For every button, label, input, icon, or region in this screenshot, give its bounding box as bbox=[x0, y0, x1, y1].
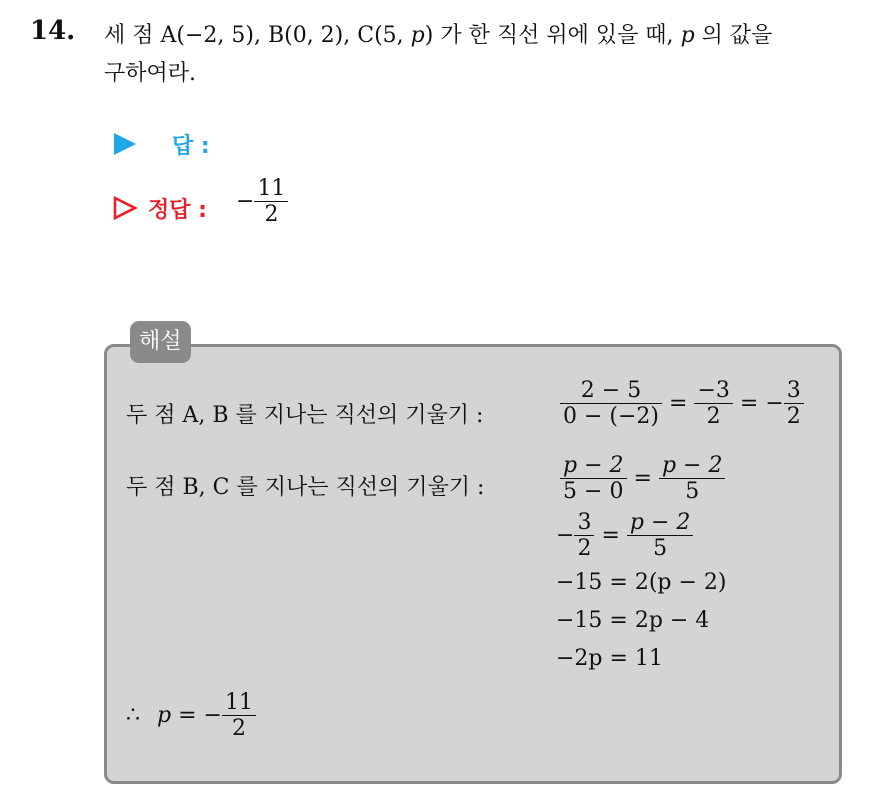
explanation-line3-math bbox=[556, 510, 693, 562]
numerator: p − 2 bbox=[627, 510, 694, 536]
explanation-line4: −15 = 2(p − 2) bbox=[556, 570, 727, 595]
correct-answer-label: 정답 : bbox=[148, 198, 207, 223]
minus-sign: − bbox=[556, 522, 575, 548]
explanation-tag: 해설 bbox=[130, 321, 191, 363]
fraction bbox=[784, 378, 804, 430]
question-text-part: ) 가 한 직선 위에 있을 때, bbox=[424, 23, 681, 48]
equals-sign: = bbox=[669, 390, 688, 416]
therefore-symbol: ∴ bbox=[126, 702, 140, 728]
denominator: 5 − 0 bbox=[563, 479, 624, 505]
conclusion-lhs: p = − bbox=[157, 702, 222, 728]
numerator: 11 bbox=[222, 690, 256, 716]
denominator: 5 bbox=[653, 536, 668, 562]
explanation-conclusion bbox=[126, 690, 256, 742]
fraction bbox=[222, 690, 256, 742]
explanation-line6: −2p = 11 bbox=[556, 646, 663, 671]
numerator: 2 − 5 bbox=[560, 378, 662, 404]
explanation-line2-text: 두 점 B, C 를 지나는 직선의 기울기 : bbox=[126, 475, 485, 500]
equals-sign: = bbox=[601, 522, 620, 548]
numerator: 3 bbox=[784, 378, 804, 404]
explanation-line2-math bbox=[560, 453, 725, 505]
variable-p: p bbox=[680, 23, 695, 48]
fraction bbox=[560, 378, 662, 430]
fraction bbox=[627, 510, 694, 562]
denominator: 2 bbox=[786, 404, 801, 430]
equals-minus: = − bbox=[739, 390, 784, 416]
minus-sign: − bbox=[236, 188, 255, 214]
equals-sign: = bbox=[633, 465, 652, 491]
fraction bbox=[560, 453, 627, 505]
denominator: 2 bbox=[231, 716, 246, 742]
explanation-line1-text: 두 점 A, B 를 지나는 직선의 기울기 : bbox=[126, 403, 484, 428]
fraction bbox=[694, 378, 732, 430]
explanation-line1-math bbox=[560, 378, 804, 430]
numerator: 11 bbox=[254, 176, 288, 202]
numerator: p − 2 bbox=[659, 453, 726, 479]
question-text-line2: 구하여라. bbox=[104, 61, 197, 86]
numerator: p − 2 bbox=[560, 453, 627, 479]
numerator: −3 bbox=[694, 378, 732, 404]
fraction bbox=[659, 453, 726, 505]
correct-answer-marker-icon bbox=[112, 195, 138, 225]
denominator: 2 bbox=[577, 536, 592, 562]
question-number: 14. bbox=[30, 16, 76, 46]
answer-marker-icon bbox=[112, 131, 138, 161]
question-text-line1 bbox=[104, 18, 772, 49]
numerator: 3 bbox=[574, 510, 594, 536]
denominator: 2 bbox=[706, 404, 721, 430]
denominator: 2 bbox=[264, 202, 279, 228]
fraction bbox=[574, 510, 594, 562]
explanation-line5: −15 = 2p − 4 bbox=[556, 608, 710, 633]
variable-p: p bbox=[410, 23, 425, 48]
answer-label: 답 : bbox=[172, 134, 210, 159]
question-text-part: 세 점 A(−2, 5), B(0, 2), C(5, bbox=[104, 23, 411, 48]
fraction bbox=[254, 176, 288, 228]
denominator: 0 − (−2) bbox=[563, 404, 660, 430]
denominator: 5 bbox=[685, 479, 700, 505]
question-text-part: 의 값을 bbox=[694, 23, 773, 48]
correct-answer-value bbox=[236, 176, 288, 228]
